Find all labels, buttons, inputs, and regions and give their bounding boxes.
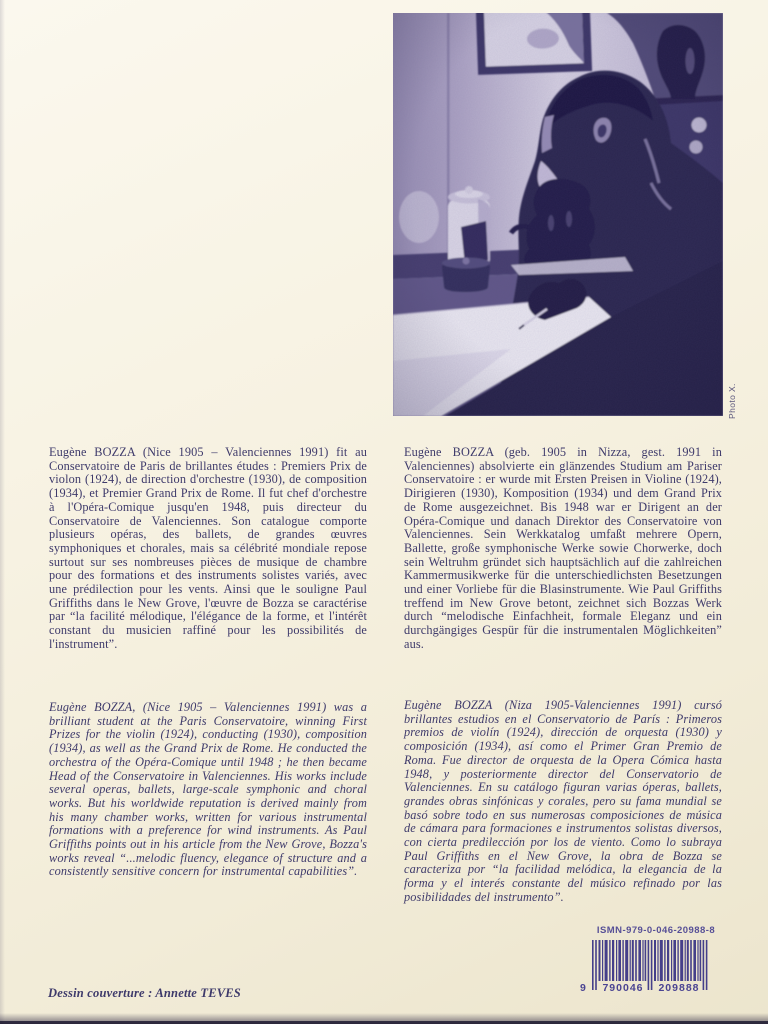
photo-vignette xyxy=(393,13,723,416)
ismn-number: ISMN-979-0-046-20988-8 xyxy=(596,925,716,936)
bio-spanish: Eugène BOZZA (Niza 1905-Valenciennes 1991) cursó brillantes estudios en el Conservatorio de París : Primeros premios de violín (1924), dirección de orquesta (1930) y composición (1934), así como el Primer Gran Premio de Roma. Fue director de orquesta de la Opera Cómica hasta 1948, y posteriormente director del Conservatorio de Valenciennes. En su catálogo figuran varias óperas, ballets, grandes obras sinfónicas y corales, pero su fama mundial se basó sobre todo en sus numerosas composiciones de música de cámara para formaciones e instrumentos solistas diversos, con cierta predilección por los de viento. Como lo subraya Paul Griffiths en el New Grove, la obra de Bozza se caracteriza por “la facilidad melódica, la elegancia de la forma y el interés constante del músico refinado por las posibilidades del instrumento”. xyxy=(404,698,722,904)
cover-designer-credit: Dessin couverture : Annette TEVES xyxy=(48,986,241,1000)
bio-german: Eugène BOZZA (geb. 1905 in Nizza, gest. 1991 in Valenciennes) absolvierte ein glänzendes Studium am Pariser Conservatoire : er wurde mit Ersten Preisen in Violine (1924), Dirigieren (1930), Komposition (1934) und dem Grand Prix de Rome ausgezeichnet. Bis 1948 war er Dirigent an der Opéra-Comique und danach Direktor des Conservatoire von Valenciennes. Sein Werkkatalog umfaßt mehrere Opern, Ballette, große symphonische Werke sowie Chorwerke, doch sein Weltruhm gründet sich hauptsächlich auf die zahlreichen Kammermusikwerke für die unterschiedlichsten Besetzungen und einer Vorliebe für die Blasinstrumente. Wie Paul Griffiths treffend im New Grove betont, zeichnet sich Bozzas Werk durch “melodische Einfachheit, formale Eleganz und ein durchgängiges Gespür für die instrumentalen Möglichkeiten” aus. xyxy=(404,445,722,651)
bio-french: Eugène BOZZA (Nice 1905 – Valenciennes 1991) fit au Conservatoire de Paris de brillantes études : Premiers Prix de violon (1924), de direction d'orchestre (1930), de composition (1934), et Premier Grand Prix de Rome. Il fut chef d'orchestre à l'Opéra-Comique jusqu'en 1948, puis directeur du Conservatoire de Valenciennes. Son catalogue comporte plusieurs opéras, des ballets, de grandes œuvres symphoniques et chorales, mais sa célébrité mondiale repose surtout sur ses nombreuses pièces de musique de chambre pour des formations et des instruments solistes variés, avec une prédilection pour les vents. Ainsi que le souligne Paul Griffiths dans le New Grove, l'œuvre de Bozza se caractérise par “la facilité mélodique, l'élégance de la forme, et l'intérêt constant du musicien raffiné pour les possibilités de l'instrument”. xyxy=(49,445,367,651)
bio-english: Eugène BOZZA, (Nice 1905 – Valenciennes 1991) was a brilliant student at the Paris Conservatoire, winning First Prizes for the violin (1924), conducting (1930), composition (1934), as well as the Grand Prix de Rome. He conducted the orchestra of the Opéra-Comique until 1948 ; he then became Head of the Conservatoire in Valenciennes. His works include several operas, ballets, large-scale symphonic and choral works. But his worldwide reputation is derived mainly from his many chamber works, written for various instrumental formations with a preference for wind instruments. As Paul Griffiths points out in his article from the New Grove, Bozza's works reveal “...melodic fluency, elegance of structure and a consistently sensitive concern for instrumental capabilities”. xyxy=(49,700,367,879)
barcode-digit-first: 9 xyxy=(580,982,587,994)
page-left-edge-shadow xyxy=(0,0,5,1024)
photo-credit: Photo X. xyxy=(727,383,737,419)
page-bottom-edge-shadow xyxy=(0,1013,768,1024)
ean-barcode xyxy=(580,940,720,1000)
barcode-digits-group1: 790046 xyxy=(602,982,644,994)
barcode-digits-group2: 209888 xyxy=(658,982,700,994)
cover-photo xyxy=(393,13,723,416)
